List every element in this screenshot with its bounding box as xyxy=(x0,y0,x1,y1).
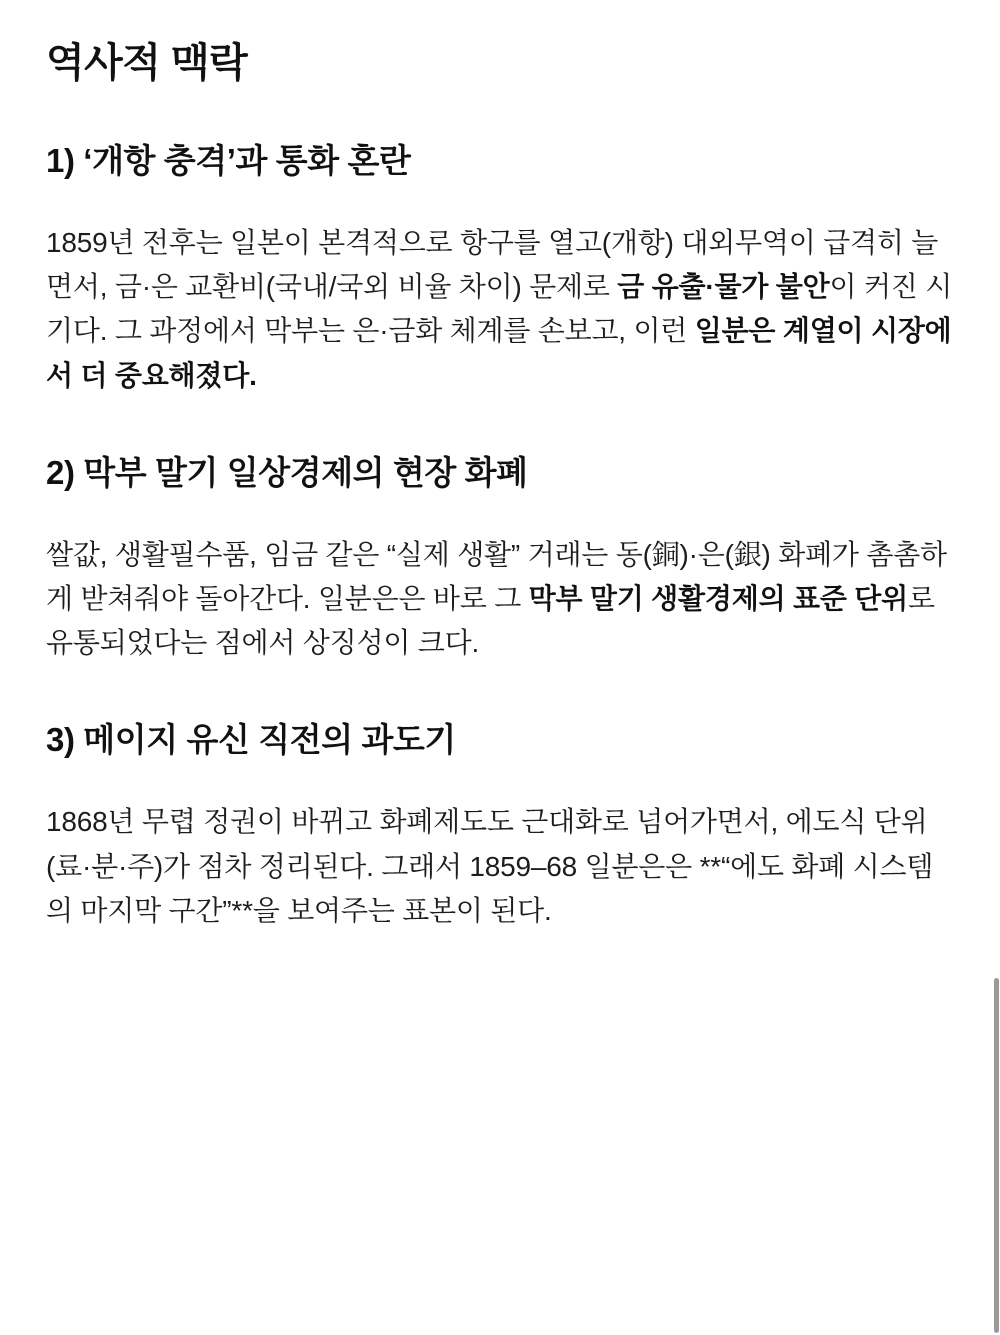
vertical-scrollbar[interactable] xyxy=(993,0,1000,1335)
emphasis-text: 금 유출·물가 불안 xyxy=(617,271,830,303)
plain-text: 1859년 전후는 일본이 본격적으로 항구를 열고(개항) 대외무역이 급격히 늘면서, 금·은 교환비(국내/국외 비율 차이) 문제로 xyxy=(46,226,939,303)
emphasis-text: 막부 말기 생활경제의 표준 단위 xyxy=(528,582,908,614)
section-paragraph-3 xyxy=(46,800,954,933)
section-paragraph-2 xyxy=(46,533,954,666)
plain-text: 로 유통되었다는 점에서 상징성이 크다. xyxy=(46,582,935,659)
page-title: 역사적 맥락 xyxy=(46,41,248,85)
section-heading-2: 2) 막부 말기 일상경제의 현장 화폐 xyxy=(46,453,528,491)
section-heading-3: 3) 메이지 유신 직전의 과도기 xyxy=(46,721,456,759)
scrollbar-thumb[interactable] xyxy=(994,978,999,1333)
plain-text: 1868년 무렵 정권이 바뀌고 화폐제도도 근대화로 넘어가면서, 에도식 단위(료·분·주)가 점차 정리된다. 그래서 1859–68 일분은은 **“에도 화폐 시스템의 마지막 구간”**을 보여주는 표본이 된다. xyxy=(46,806,934,926)
emphasis-text: 일분은 계열이 시장에서 더 중요해졌다. xyxy=(46,315,952,391)
plain-text: 이 커진 시기다. 그 과정에서 막부는 은·금화 체계를 손보고, 이런 xyxy=(46,271,953,347)
section-paragraph-1 xyxy=(46,221,954,398)
section-heading-1: 1) ‘개항 충격’과 통화 혼란 xyxy=(46,142,411,179)
plain-text: 쌀값, 생활필수품, 임금 같은 “실제 생활” 거래는 동(銅)·은(銀) 화폐가 촘촘하게 받쳐줘야 돌아간다. 일분은은 바로 그 xyxy=(46,538,947,614)
